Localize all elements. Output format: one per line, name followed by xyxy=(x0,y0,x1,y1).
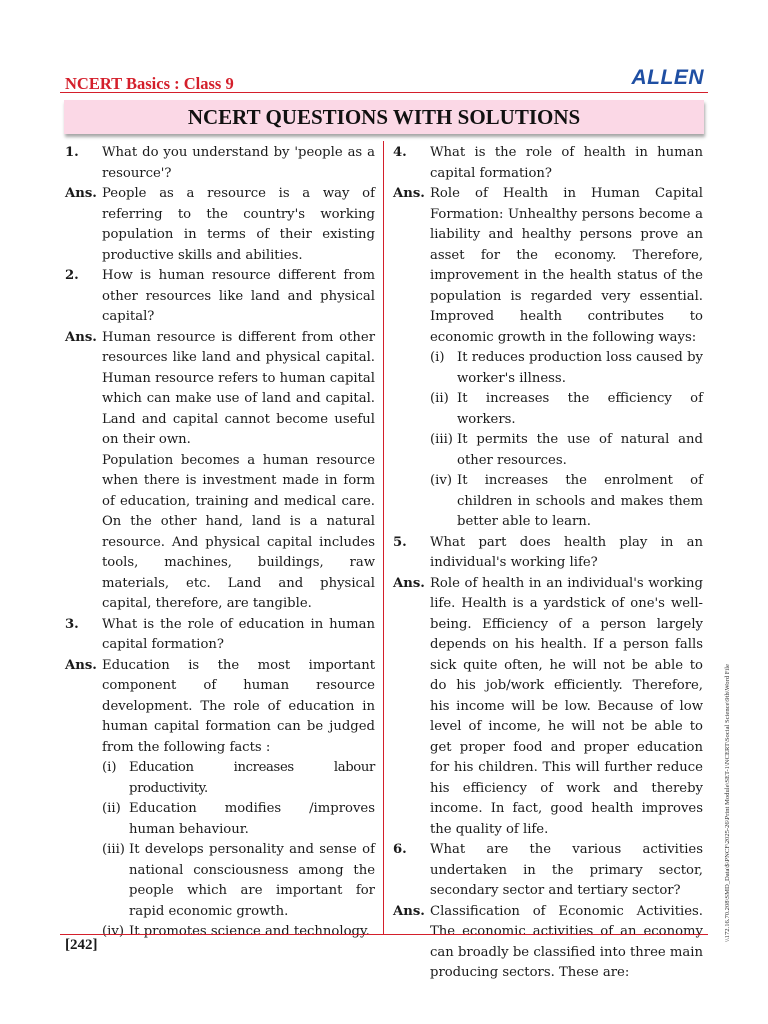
list-item xyxy=(430,430,703,471)
question-1 xyxy=(65,143,375,184)
list-text: It permits the use of natural and other resources. xyxy=(457,432,703,468)
answer-1 xyxy=(65,184,375,266)
question-4 xyxy=(393,143,703,184)
list-marker: (iv) xyxy=(430,473,452,488)
list-marker: (iii) xyxy=(430,432,453,447)
list-marker: (i) xyxy=(102,760,117,775)
answer-body xyxy=(102,656,375,943)
question-text: What is the role of health in human capital formation? xyxy=(430,145,703,181)
list-text: It increases the enrolment of children in schools and makes them better able to learn. xyxy=(457,473,703,529)
right-column xyxy=(393,143,703,984)
list-item xyxy=(102,799,375,840)
column-divider xyxy=(383,141,384,935)
list-text: It promotes science and technology. xyxy=(129,924,370,939)
question-number: 2. xyxy=(65,268,79,283)
list-item xyxy=(430,348,703,389)
left-column xyxy=(65,143,375,943)
question-2 xyxy=(65,266,375,328)
list-text: It reduces production loss caused by worker's illness. xyxy=(457,350,703,386)
list-marker: (i) xyxy=(430,350,445,365)
question-number: 5. xyxy=(393,534,407,550)
file-path-margin-note: \\172.16.70.208\SMD_Data\$\PNCF\2025-26\Print Module\SET-1\NCERT\Social Science\9th\Word File xyxy=(724,664,731,942)
list-text: It increases the efficiency of workers. xyxy=(457,391,703,427)
answer-body xyxy=(430,184,703,533)
question-number: 6. xyxy=(393,842,407,857)
question-6 xyxy=(393,840,703,902)
answer-text: Classification of Economic Activities. The economic activities of an economy can broadly be classified into three main producing sectors. These are: xyxy=(430,903,703,980)
question-text: What is the role of education in human capital formation? xyxy=(102,616,375,652)
question-3 xyxy=(65,615,375,656)
allen-logo: ALLEN xyxy=(631,66,704,89)
question-text: How is human resource different from other resources like land and physical capital? xyxy=(102,268,375,324)
question-5 xyxy=(393,533,703,574)
question-number: 3. xyxy=(65,616,79,632)
question-number: 4. xyxy=(393,145,407,160)
answer-4 xyxy=(393,184,703,533)
list-item xyxy=(102,758,375,799)
answer-label: Ans. xyxy=(65,186,97,201)
list-item xyxy=(430,389,703,430)
list-text: It develops personality and sense of national consciousness among the people which are important for rapid economic growth. xyxy=(129,842,375,919)
answer-label: Ans. xyxy=(65,329,97,345)
list-marker: (ii) xyxy=(102,801,121,816)
answer-2 xyxy=(65,328,375,615)
answer-body xyxy=(102,328,375,615)
answer-text: Role of health in an individual's working life. Health is a yardstick of one's well-being. Efficiency of a person largely depends on his health. If a person falls sick quite often, he will not be able to do his job/work efficiently. Therefore, his income will be low. Because of low level of income, he will not be able to get proper food and proper education for his children. This will further reduce his efficiency of work and thereby income. In fact, good health improves the quality of life. xyxy=(430,575,703,837)
section-title: NCERT QUESTIONS WITH SOLUTIONS xyxy=(187,104,581,129)
answer-paragraph: Role of Health in Human Capital Formation: Unhealthy persons become a liability and healthy persons prove an asset for the economy. Therefore, improvement in the health status of the population is regarded very essential. Improved health contributes to economic growth in the following ways: xyxy=(430,186,703,345)
answer-paragraph: Human resource is different from other resources like land and physical capital. Human resource refers to human capital which can make use of land and capital. Land and capital cannot become useful on their own. xyxy=(102,329,375,447)
answer-6 xyxy=(393,902,703,984)
list-item xyxy=(102,922,375,943)
list-text: Education increases labour productivity. xyxy=(129,760,375,796)
list-item xyxy=(102,840,375,922)
answer-paragraph: Population becomes a human resource when there is investment made in form of education, training and medical care. On the other hand, land is a natural resource. And physical capital includes tools, machines, buildings, raw materials, etc. Land and physical capital, therefore, are tangible. xyxy=(102,452,375,611)
question-text: What are the various activities undertaken in the primary sector, secondary sector and tertiary sector? xyxy=(430,842,703,898)
answer-label: Ans. xyxy=(393,186,425,201)
header-divider xyxy=(60,92,708,93)
course-title: NCERT Basics : Class 9 xyxy=(65,74,234,93)
answer-text: People as a resource is a way of referring to the country's working population in terms of their existing productive skills and abilities. xyxy=(102,186,375,263)
section-title-band xyxy=(64,100,704,134)
page-number: [242] xyxy=(65,937,98,953)
list-item xyxy=(430,471,703,533)
answer-label: Ans. xyxy=(393,575,425,591)
list-marker: (ii) xyxy=(430,391,449,406)
question-text: What do you understand by 'people as a resource'? xyxy=(102,145,375,181)
footer-divider xyxy=(60,934,708,935)
answer-paragraph: Education is the most important component of human resource development. The role of education in human capital formation can be judged from the following facts : xyxy=(102,657,375,755)
answer-3 xyxy=(65,656,375,943)
question-number: 1. xyxy=(65,145,79,160)
list-marker: (iii) xyxy=(102,842,125,857)
answer-label: Ans. xyxy=(393,903,425,919)
question-text: What part does health play in an individual's working life? xyxy=(430,534,703,570)
list-text: Education modifies /improves human behaviour. xyxy=(129,801,375,837)
list-marker: (iv) xyxy=(102,924,124,939)
answer-5 xyxy=(393,574,703,841)
answer-label: Ans. xyxy=(65,657,97,673)
